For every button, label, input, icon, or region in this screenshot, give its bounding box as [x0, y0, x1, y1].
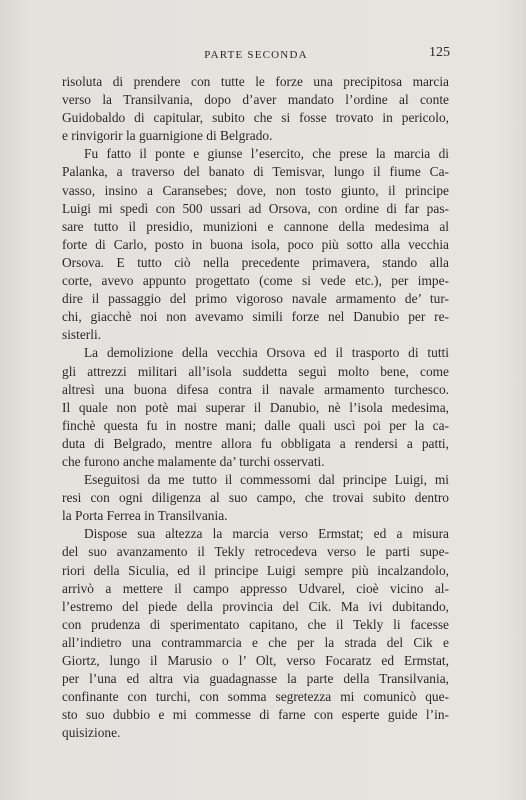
text-line: Luigi mi spedì con 500 ussari ad Orsova, con ordine di far pas- [62, 200, 449, 216]
text-line: Guidobaldo di capitular, subito che si fosse trovato in pericolo, [62, 110, 449, 126]
text-line: Eseguitosi da me tutto il commessomi dal principe Luigi, mi [84, 472, 449, 488]
paragraph [62, 471, 449, 525]
paragraph [62, 73, 449, 145]
paragraph [62, 145, 449, 344]
text-line: altresì una buona difesa contra il navale armamento turchesco. [62, 381, 449, 397]
text-line: all’indietro una contrammarcia e che per la strada del Cik e [62, 634, 449, 650]
text-line: che furono anche malamente da’ turchi osservati. [62, 453, 325, 469]
page-number: 125 [429, 45, 450, 60]
text-line: riori della Siculia, ed il principe Luigi sempre più incalzandolo, [62, 562, 449, 578]
text-line: Fu fatto il ponte e giunse l’esercito, che prese la marcia di [84, 146, 449, 162]
text-line: risoluta di prendere con tutte le forze una precipitosa marcia [62, 74, 449, 89]
text-line: Il quale non potè mai superar il Danubio, nè l’isola medesima, [62, 399, 449, 415]
text-line: corte, avevo appunto progettato (come si vede etc.), per impe- [62, 273, 449, 289]
text-line: forte di Carlo, posto in buona isola, poco più sotto alla vecchia [62, 236, 449, 252]
text-line: verso la Transilvania, dopo d’aver mandato l’ordine al conte [62, 92, 449, 108]
text-line: confinante con turchi, con somma segretezza mi comunicò que- [62, 689, 449, 705]
text-line: quisizione. [62, 725, 121, 741]
paragraph [62, 344, 449, 471]
text-line: vasso, insino a Caransebes; dove, non tosto giunto, il principe [62, 182, 449, 198]
text-line: finchè questa fu in nostre mani; dalle quali uscì poi per la ca- [62, 417, 449, 433]
text-line: Dispose sua altezza la marcia verso Ermstat; ed a misura [84, 526, 449, 542]
text-line: Orsova. E tutto ciò nella precedente primavera, stando alla [62, 254, 449, 270]
text-line: del suo avanzamento il Tekly retrocedeva verso le parti supe- [62, 544, 449, 560]
text-line: con prudenza di sperimentato capitano, che il Tekly li facesse [62, 616, 449, 632]
text-line: duta di Belgrado, mentre allora fu obbligata a rendersi a patti, [62, 435, 449, 451]
text-line: resi con ogni diligenza al suo campo, che trovai subito dentro [62, 490, 449, 506]
running-title: PARTE SECONDA [204, 49, 308, 61]
text-line: gli attrezzi militari all’isola suddetta seguì molto bene, come [62, 363, 449, 379]
text-line: e rinvigorir la guarnigione di Belgrado. [62, 128, 273, 144]
text-line: Giortz, lungo il Marusio o l’ Olt, verso Focaratz ed Ermstat, [62, 653, 449, 668]
text-line: chi, giacchè noi non avevamo simili forze nel Danubio per re- [62, 309, 449, 325]
text-line: sare tutto il presidio, munizioni e cannone della medesima al [62, 218, 449, 234]
body-text [62, 73, 449, 742]
text-line: Palanka, a traverso del banato di Temisvar, lungo il fiume Ca- [62, 164, 449, 180]
text-line: sisterli. [62, 327, 102, 343]
text-line: dire il passaggio del primo vigoroso navale armamento de’ tur- [62, 291, 449, 307]
page-header [62, 43, 450, 65]
text-line: sto suo dubbio e mi commesse di farne con esperte guide l’in- [62, 707, 449, 723]
text-line: La demolizione della vecchia Orsova ed il trasporto di tutti [84, 345, 449, 361]
text-line: arrivò a mettere il campo appresso Udvarel, cioè vicino al- [62, 580, 449, 596]
paragraph [62, 525, 449, 742]
text-line: la Porta Ferrea in Transilvania. [62, 508, 228, 524]
text-line: l’estremo del piede della provincia del Cik. Ma ivi dubitando, [62, 598, 449, 614]
text-line: per l’una ed altra via guadagnasse la parte della Transilvania, [62, 671, 449, 687]
